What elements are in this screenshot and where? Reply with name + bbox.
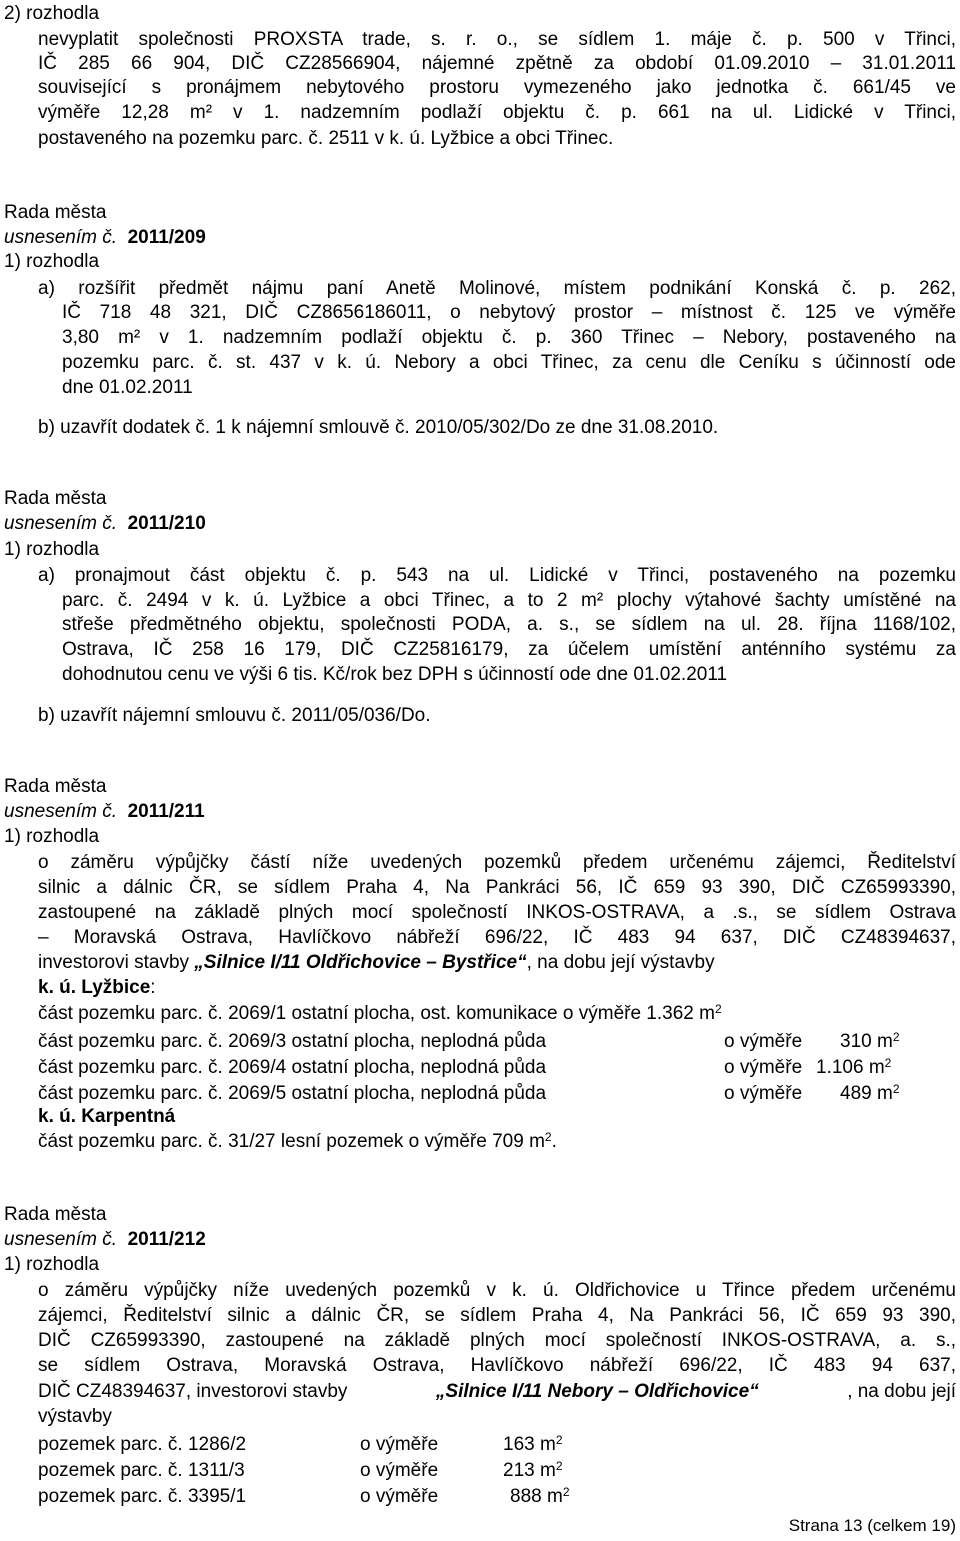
parcel-text: část pozemku parc. č. 2069/1 ostatní plocha, ost. komunikace o výměře 1.362 m — [38, 1003, 715, 1024]
parcel-area-value: 489 m — [840, 1083, 893, 1104]
parcel-area-label: o výměře — [724, 1057, 803, 1078]
parcel-row — [38, 1083, 956, 1105]
decided-label: 1) rozhodla — [4, 1254, 100, 1275]
body-line: IČ 285 66 904, DIČ CZ28566904, nájemné zpětně za období 01.09.2010 – 31.01.2011 — [38, 53, 956, 74]
council-label: Rada města — [4, 776, 107, 797]
area-unit-superscript: 2 — [544, 1130, 552, 1144]
parcel-desc: část pozemku parc. č. 2069/4 ostatní plocha, neplodná půda — [38, 1057, 547, 1078]
resolution-prefix: usnesením č. — [4, 801, 117, 822]
resolution-label — [4, 227, 206, 249]
resolution-number: 2011/209 — [127, 227, 206, 248]
plot-row — [38, 1434, 956, 1456]
decided-label: 1) rozhodla — [4, 251, 100, 272]
parcel-row — [38, 1031, 956, 1053]
parcel-desc: část pozemku parc. č. 2069/3 ostatní plocha, neplodná půda — [38, 1031, 547, 1052]
investor-prefix: DIČ CZ48394637, investorovi stavby — [38, 1381, 348, 1402]
body-line: zastoupené na základě plných mocí společností INKOS-OSTRAVA, a .s., se sídlem Ostrava — [38, 902, 956, 923]
item-a-line: 3,80 m² v 1. nadzemním podlaží objektu č. p. 360 Třinec – Nebory, postaveného na — [62, 327, 956, 348]
parcel-area-value: 1.106 m — [816, 1057, 885, 1078]
area-unit-superscript: 2 — [892, 1030, 900, 1044]
parcel-area-label: o výměře — [724, 1031, 803, 1052]
section-heading: 2) rozhodla — [4, 3, 100, 24]
plot-area-label: o výměře — [360, 1460, 439, 1481]
plot-area-value: 888 m — [510, 1486, 563, 1507]
parcel-area — [840, 1031, 900, 1053]
item-b-line: b) uzavřít nájemní smlouvu č. 2011/05/036/Do. — [38, 705, 431, 726]
resolution-label — [4, 1229, 206, 1251]
cadastral-area-name: k. ú. Lyžbice — [38, 977, 151, 998]
investor-prefix: investorovi stavby — [38, 952, 195, 973]
parcel-area — [816, 1057, 891, 1079]
parcel-line — [38, 1131, 557, 1153]
item-a-line: a) rozšířit předmět nájmu paní Anetě Molinové, místem podnikání Konská č. p. 262, — [38, 278, 956, 299]
area-unit-superscript: 2 — [884, 1056, 892, 1070]
resolution-prefix: usnesením č. — [4, 227, 117, 248]
investor-suffix: , na dobu její výstavby — [526, 952, 715, 973]
investor-suffix: , na dobu její — [847, 1381, 956, 1402]
area-unit-superscript: 2 — [714, 1002, 722, 1016]
body-line: o záměru výpůjčky částí níže uvedených pozemků předem určenému zájemci, Ředitelství — [38, 852, 956, 873]
parcel-area — [840, 1083, 900, 1105]
body-line: postaveného na pozemku parc. č. 2511 v k. ú. Lyžbice a obci Třinec. — [38, 128, 614, 149]
investor-line — [38, 1381, 956, 1403]
cadastral-area-colon: : — [150, 977, 156, 998]
project-name: „Silnice I/11 Oldřichovice – Bystřice“ — [194, 952, 527, 973]
body-line: nevyplatit společnosti PROXSTA trade, s. r. o., se sídlem 1. máje č. p. 500 v Třinci, — [38, 29, 956, 50]
body-line: zájemci, Ředitelství silnic a dálnic ČR, se sídlem Praha 4, Na Pankráci 56, IČ 659 93 390, — [38, 1305, 956, 1326]
area-unit-superscript: 2 — [555, 1459, 563, 1473]
item-a-line: a) pronajmout část objektu č. p. 543 na ul. Lidické v Třinci, postaveného na pozemku — [38, 565, 956, 586]
plot-row — [38, 1486, 956, 1508]
body-line: výměře 12,28 m² v 1. nadzemním podlaží objektu č. p. 661 na ul. Lidické v Třinci, — [38, 102, 956, 123]
body-line: výstavby — [38, 1406, 112, 1427]
resolution-label — [4, 513, 206, 535]
plot-area — [510, 1486, 570, 1508]
resolution-label — [4, 801, 205, 823]
item-a-line: pozemku parc. č. st. 437 v k. ú. Nebory a obci Třinec, za cenu dle Ceníku s účinností ode — [62, 352, 956, 373]
body-line: se sídlem Ostrava, Moravská Ostrava, Havlíčkovo nábřeží 696/22, IČ 483 94 637, — [38, 1355, 956, 1376]
body-line: o záměru výpůjčky níže uvedených pozemků v k. ú. Oldřichovice u Třince předem určenému — [38, 1280, 956, 1301]
plot-area-value: 213 m — [503, 1460, 556, 1481]
decided-label: 1) rozhodla — [4, 539, 100, 560]
area-unit-superscript: 2 — [555, 1433, 563, 1447]
decided-label: 1) rozhodla — [4, 826, 100, 847]
resolution-number: 2011/211 — [127, 801, 205, 822]
resolution-number: 2011/210 — [127, 513, 206, 534]
resolution-prefix: usnesením č. — [4, 1229, 117, 1250]
plot-area-label: o výměře — [360, 1434, 439, 1455]
cadastral-area-heading: k. ú. Karpentná — [38, 1106, 176, 1127]
plot-desc: pozemek parc. č. 1311/3 — [38, 1460, 245, 1481]
body-line: silnic a dálnic ČR, se sídlem Praha 4, Na Pankráci 56, IČ 659 93 390, DIČ CZ65993390, — [38, 877, 956, 898]
plot-area-value: 163 m — [503, 1434, 556, 1455]
item-a-line: dne 01.02.2011 — [62, 377, 193, 398]
item-a-line: střeše předmětného objektu, společnosti PODA, a. s., se sídlem na ul. 28. října 1168/102, — [62, 614, 956, 635]
item-a-line: parc. č. 2494 v k. ú. Lyžbice a obci Třinec, a to 2 m² plochy výtahové šachty umístěné na — [62, 590, 956, 611]
cadastral-area-heading — [38, 977, 156, 999]
plot-desc: pozemek parc. č. 3395/1 — [38, 1486, 247, 1507]
body-line: – Moravská Ostrava, Havlíčkovo nábřeží 696/22, IČ 483 94 637, DIČ CZ48394637, — [38, 927, 956, 948]
page-number: Strana 13 (celkem 19) — [788, 1516, 956, 1535]
item-a-line: Ostrava, IČ 258 16 179, DIČ CZ25816179, za účelem umístění anténního systému za — [62, 639, 956, 660]
plot-area — [503, 1460, 563, 1482]
item-a-line: IČ 718 48 321, DIČ CZ8656186011, o nebytový prostor – místnost č. 125 ve výměře — [62, 302, 956, 323]
parcel-area-label: o výměře — [724, 1083, 803, 1104]
resolution-number: 2011/212 — [127, 1229, 206, 1250]
council-label: Rada města — [4, 488, 107, 509]
plot-area-label: o výměře — [360, 1486, 439, 1507]
parcel-row — [38, 1057, 956, 1079]
parcel-line — [38, 1003, 722, 1025]
body-line: DIČ CZ65993390, zastoupené na základě plných mocí společností INKOS-OSTRAVA, a. s., — [38, 1330, 956, 1351]
investor-line — [38, 952, 715, 974]
area-unit-superscript: 2 — [562, 1485, 570, 1499]
council-label: Rada města — [4, 1204, 107, 1225]
item-a-line: dohodnutou cenu ve výši 6 tis. Kč/rok bez DPH s účinností ode dne 01.02.2011 — [62, 664, 728, 685]
item-b-line: b) uzavřít dodatek č. 1 k nájemní smlouvě č. 2010/05/302/Do ze dne 31.08.2010. — [38, 417, 719, 438]
resolution-prefix: usnesením č. — [4, 513, 117, 534]
plot-row — [38, 1460, 956, 1482]
plot-desc: pozemek parc. č. 1286/2 — [38, 1434, 247, 1455]
parcel-desc: část pozemku parc. č. 2069/5 ostatní plocha, neplodná půda — [38, 1083, 547, 1104]
parcel-area-value: 310 m — [840, 1031, 893, 1052]
project-name: „Silnice I/11 Nebory – Oldřichovice“ — [435, 1381, 759, 1402]
plot-area — [503, 1434, 563, 1456]
parcel-text: část pozemku parc. č. 31/27 lesní pozemek o výměře 709 m — [38, 1131, 545, 1152]
body-line: související s pronájmem nebytového prostoru vymezeného jako jednotka č. 661/45 ve — [38, 77, 956, 98]
council-label: Rada města — [4, 202, 107, 223]
area-unit-superscript: 2 — [892, 1082, 900, 1096]
sentence-end: . — [551, 1131, 557, 1152]
